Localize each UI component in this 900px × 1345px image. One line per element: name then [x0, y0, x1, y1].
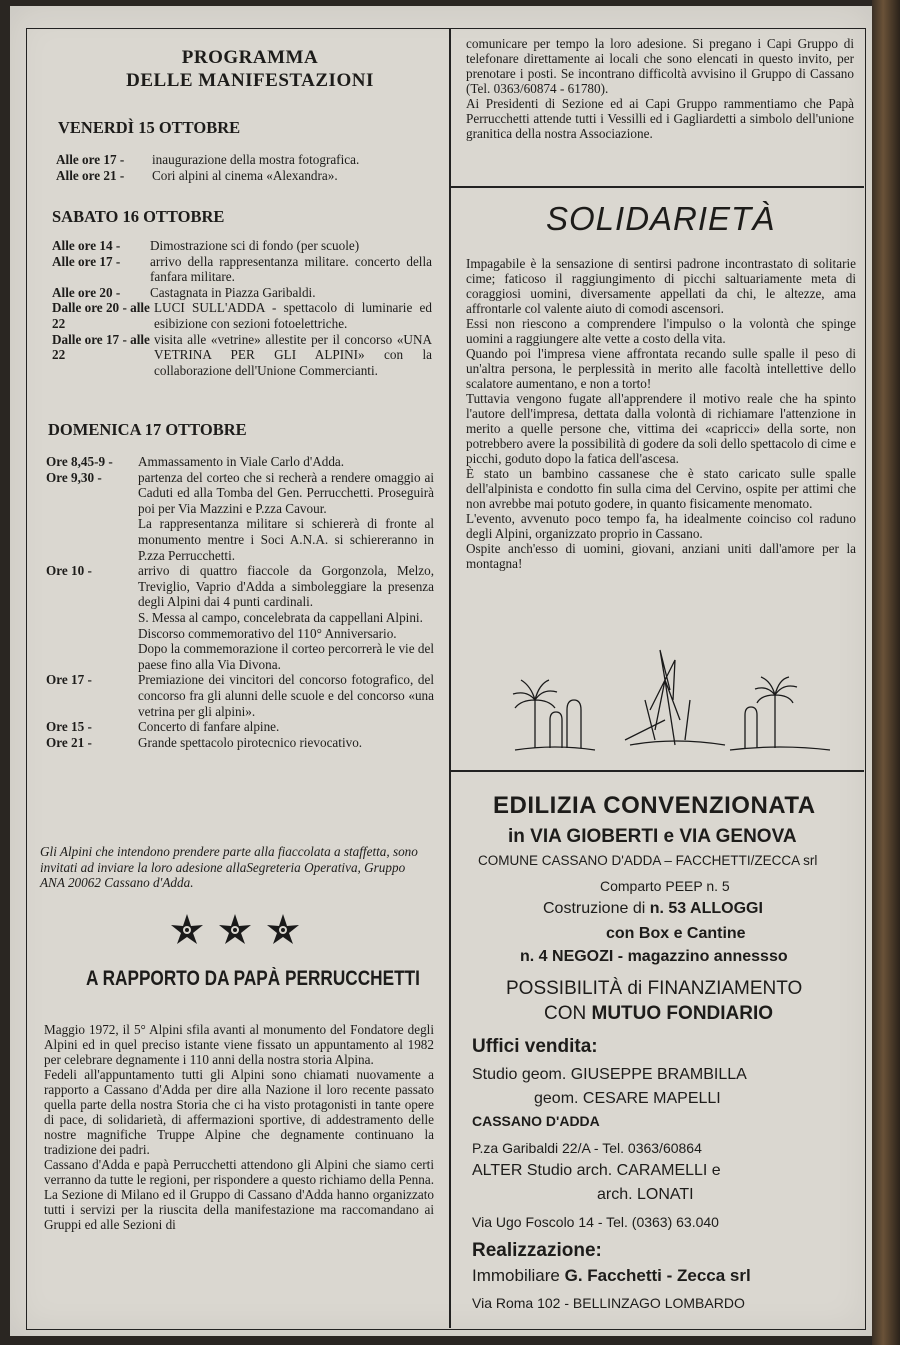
- edelweiss-icon: [171, 914, 299, 944]
- schedule-text: Castagnata in Piazza Garibaldi.: [150, 284, 316, 300]
- schedule-row: [46, 735, 434, 751]
- schedule-time: Alle ore 17 -: [56, 152, 125, 167]
- schedule-text: Cori alpini al cinema «Alexandra».: [152, 167, 338, 183]
- ad-alter2: arch. LONATI: [597, 1186, 694, 1203]
- schedule-text: Ammassamento in Viale Carlo d'Adda.: [138, 454, 345, 469]
- ad-studio2: geom. CESARE MAPELLI: [534, 1090, 721, 1107]
- ad-alter1: ALTER Studio arch. CARAMELLI e: [472, 1162, 721, 1179]
- paragraph: Ai Presidenti di Sezione ed ai Capi Gruppo rammentiamo che Papà Perrucchetti attende tutti i Vessilli ed i Gagliardetti a simbolo dell'unione granitica della nostra Associazione.: [466, 96, 854, 141]
- solidarieta-body: [466, 256, 856, 571]
- paragraph: Tuttavia vengono fugate all'apprendere il motivo reale che ha spinto l'autore dell'impresa, dettata dalla volontà di richiamare l'attenzione in merito a quelle persone che, vittima dei «capricci» della sorte, non potrebbero avere la possibilità di godere da soli dello spettacolo di cime e picchi, goduto dopo la fatica dell'ascesa.: [466, 391, 856, 466]
- ad-studio1: Studio geom. GIUSEPPE BRAMBILLA: [472, 1066, 747, 1083]
- divider-ad: [449, 770, 864, 772]
- paragraph: Impagabile è la sensazione di sentirsi padrone incontrastato di solitarie cime; faticoso il raggiungimento di picchi saltuariamente meta di coraggiosi uomini, diversamente appellati da chi, le altezze, ama affrontarle col valente aiuto di comodi ascensori.: [466, 256, 856, 316]
- schedule-row: [46, 516, 434, 563]
- paragraph: L'evento, avvenuto poco tempo fa, ha idealmente coinciso col raduno degli Alpini, organizzato proprio in Cassano.: [466, 511, 856, 541]
- schedule-row: [52, 254, 432, 285]
- cactus-illustration: [505, 640, 845, 760]
- schedule-text: inaugurazione della mostra fotografica.: [152, 152, 360, 167]
- schedule-text: Discorso commemorativo del 110° Anniversario.: [138, 625, 397, 641]
- ad-company-prefix: Immobiliare: [472, 1266, 565, 1285]
- day-heading: VENERDÌ 15 OTTOBRE: [58, 118, 241, 137]
- schedule-row: [46, 454, 434, 470]
- schedule-sunday: [46, 454, 434, 750]
- paragraph: È stato un bambino cassanese che è stato caricato sulle spalle dell'alpinista e condotto fin sulla cima del Cervino, ospite per attimi che non avrebbe mai potuto godere, in quanto fisicamente menomato.: [466, 466, 856, 511]
- ad-negozi: [520, 948, 788, 966]
- day-heading: SABATO 16 OTTOBRE: [52, 207, 225, 226]
- column-divider: [449, 28, 451, 1328]
- schedule-time: Ore 9,30 -: [46, 469, 102, 485]
- rapporto-body: [44, 1022, 434, 1232]
- ad-streets: in VIA GIOBERTI e VIA GENOVA: [508, 826, 797, 847]
- paragraph: Essi non riescono a comprendere l'impulso o la volontà che spinge uomini a raggiungere alte vette a costo della vita.: [466, 316, 856, 346]
- schedule-row: [46, 563, 434, 610]
- schedule-time: Alle ore 14 -: [52, 238, 121, 253]
- schedule-text: arrivo di quattro fiaccole da Gorgonzola, Melzo, Treviglio, Vaprio d'Adda a simboleggiare la presenza degli Alpini dai 4 punti cardinali.: [138, 563, 434, 610]
- paragraph: comunicare per tempo la loro adesione. Si pregano i Capi Gruppo di telefonare direttamente ai locali che sono elencati in questo invito, per prenotare i posti. Se incontrano difficoltà avvisino il Gruppo di Cassano (Tel. 0363/60874 - 61780).: [466, 36, 854, 96]
- schedule-row: [46, 470, 434, 517]
- ad-box: con Box e Cantine: [606, 925, 746, 942]
- schedule-row: [56, 168, 408, 184]
- schedule-time: Ore 15 -: [46, 719, 92, 735]
- ad-company-name: G. Facchetti - Zecca srl: [564, 1266, 751, 1285]
- schedule-row: [52, 300, 432, 331]
- schedule-text: arrivo della rappresentanza militare. concerto della fanfara militare.: [150, 253, 432, 285]
- ad-negozi-count: n. 4 NEGOZI: [520, 948, 614, 965]
- ad-mutuo: [544, 1003, 773, 1025]
- paragraph: Ospite anch'esso di uomini, giovani, anziani uniti dall'amore per la montagna!: [466, 541, 856, 571]
- schedule-row: [46, 672, 434, 719]
- schedule-time: Ore 10 -: [46, 563, 92, 579]
- schedule-text: Concerto di fanfare alpine.: [138, 719, 280, 735]
- schedule-row: [52, 332, 432, 379]
- ad-mutuo-text: MUTUO FONDIARIO: [591, 1003, 774, 1024]
- programma-title: [60, 46, 440, 92]
- schedule-text: Premiazione dei vincitori del concorso fotografico, del concorso fra gli alunni delle scuole e del concorso «una vetrina per gli alpini».: [138, 672, 434, 719]
- schedule-time: Dalle ore 17 - alle 22: [52, 331, 150, 363]
- schedule-row: [46, 719, 434, 735]
- programma-title-line1: PROGRAMMA: [181, 47, 319, 68]
- ad-alloggi-prefix: Costruzione di: [543, 900, 650, 917]
- ad-address2: Via Ugo Foscolo 14 - Tel. (0363) 63.040: [472, 1214, 719, 1230]
- ad-company: [472, 1266, 751, 1286]
- schedule-text: Grande spettacolo pirotecnico rievocativo.: [138, 734, 363, 750]
- schedule-row: [46, 626, 434, 642]
- schedule-text: partenza del corteo che si recherà a rendere omaggio ai Caduti ed alla Tomba del Gen. Perrucchetti. Proseguirà poi per Via Mazzini e P.zza Cavour.: [138, 469, 434, 516]
- ad-address3: Via Roma 102 - BELLINZAGO LOMBARDO: [472, 1295, 745, 1311]
- schedule-row: [52, 238, 432, 254]
- paragraph: Cassano d'Adda e papà Perrucchetti attendono gli Alpini che siamo certi verranno da tutte le regioni, per rispondere a questo richiamo della Penna.: [44, 1157, 434, 1187]
- schedule-text: S. Messa al campo, concelebrata da cappellani Alpini.: [138, 609, 423, 625]
- schedule-friday: [56, 152, 408, 183]
- ad-alloggi-count: n. 53 ALLOGGI: [649, 900, 763, 917]
- rapporto-title: A RAPPORTO DA PAPÀ PERRUCCHETTI: [86, 967, 420, 990]
- schedule-text: Dopo la commemorazione il corteo percorrerà le vie del paese fino alla Via Divona.: [138, 641, 434, 672]
- ad-comune: COMUNE CASSANO D'ADDA – FACCHETTI/ZECCA srl: [478, 853, 818, 868]
- edelweiss-icon-row: [165, 910, 315, 950]
- schedule-text: LUCI SULL'ADDA - spettacolo di luminarie ed esibizione con sezioni fotoelettriche.: [154, 300, 432, 331]
- ad-realizzazione: Realizzazione:: [472, 1240, 602, 1261]
- schedule-row: [46, 641, 434, 672]
- rapporto-continuation: [466, 36, 854, 141]
- schedule-time: Alle ore 21 -: [56, 167, 125, 183]
- paragraph: La Sezione di Milano ed il Gruppo di Cassano d'Adda hanno organizzato tutti i servizi per la riuscita della manifestazione ma raccomandano ai Gruppi ed alle Sezioni di: [44, 1187, 434, 1232]
- ad-address1: P.za Garibaldi 22/A - Tel. 0363/60864: [472, 1140, 702, 1156]
- schedule-time: [46, 641, 138, 672]
- schedule-time: Alle ore 17 -: [52, 253, 121, 269]
- solidarieta-title: SOLIDARIETÀ: [546, 200, 776, 237]
- ad-finanziamento: POSSIBILITÀ di FINANZIAMENTO: [506, 978, 803, 999]
- ad-negozi-suffix: - magazzino annessso: [613, 948, 788, 965]
- schedule-saturday: [52, 238, 432, 378]
- schedule-time: Dalle ore 20 - alle 22: [52, 300, 150, 331]
- schedule-time: Ore 17 -: [46, 672, 92, 688]
- ad-headline: EDILIZIA CONVENZIONATA: [493, 792, 816, 819]
- fiaccolata-note: Gli Alpini che intendono prendere parte alla fiaccolata a staffetta, sono invitati ad inviare la loro adesione allaSegreteria Operativa, Gruppo ANA 20062 Cassano d'Adda.: [40, 844, 418, 891]
- ad-mutuo-prefix: CON: [544, 1003, 592, 1024]
- schedule-row: [52, 285, 432, 301]
- schedule-text: La rappresentanza militare si schiererà di fronte al monumento mentre i Soci A.N.A. si schiereranno in P.zza Perrucchetti.: [138, 516, 434, 563]
- schedule-row: [46, 610, 434, 626]
- schedule-text: visita alle «vetrine» allestite per il concorso «UNA VETRINA PER GLI ALPINI» con la collaborazione dell'Unione Commercianti.: [154, 331, 432, 378]
- schedule-time: [46, 516, 138, 563]
- programma-title-line2: DELLE MANIFESTAZIONI: [126, 70, 374, 91]
- divider-top-right: [449, 186, 864, 188]
- schedule-time: Ore 21 -: [46, 734, 92, 750]
- ad-alloggi: [543, 900, 763, 918]
- schedule-time: [46, 626, 138, 642]
- book-spine: [872, 0, 900, 1345]
- schedule-text: Dimostrazione sci di fondo (per scuole): [150, 238, 360, 253]
- ad-comparto: Comparto PEEP n. 5: [600, 878, 730, 894]
- paragraph: Quando poi l'impresa viene affrontata recando sulle spalle il peso di un'altra persona, le perplessità in merito alle facoltà intellettive dello scalatore aumentano, e non a torto!: [466, 346, 856, 391]
- schedule-time: [46, 610, 138, 626]
- ad-cassano: CASSANO D'ADDA: [472, 1113, 600, 1129]
- schedule-time: Ore 8,45-9 -: [46, 454, 113, 469]
- paragraph: Fedeli all'appuntamento tutti gli Alpini sono chiamati nuovamente a rapporto a Cassano d'Adda per dire alla Nazione il loro recente passato quella parte della nostra Storia che ci ha visto protagonisti in tante opere di pace, di solidarietà, di affermazioni sportive, di addestramento delle nostre magnifiche Truppe Alpine che degnamente continuano la tradizione dei padri.: [44, 1067, 434, 1157]
- schedule-time: Alle ore 20 -: [52, 284, 121, 300]
- paragraph: Maggio 1972, il 5° Alpini sfila avanti al monumento del Fondatore degli Alpini ed in quel preciso istante viene fissato un appuntamento al 1982 per celebrare degnamente i 110 anni della nostra storia Alpina.: [44, 1022, 434, 1067]
- ad-uffici-heading: Uffici vendita:: [472, 1036, 598, 1057]
- day-heading: DOMENICA 17 OTTOBRE: [48, 420, 247, 439]
- schedule-row: [56, 152, 408, 168]
